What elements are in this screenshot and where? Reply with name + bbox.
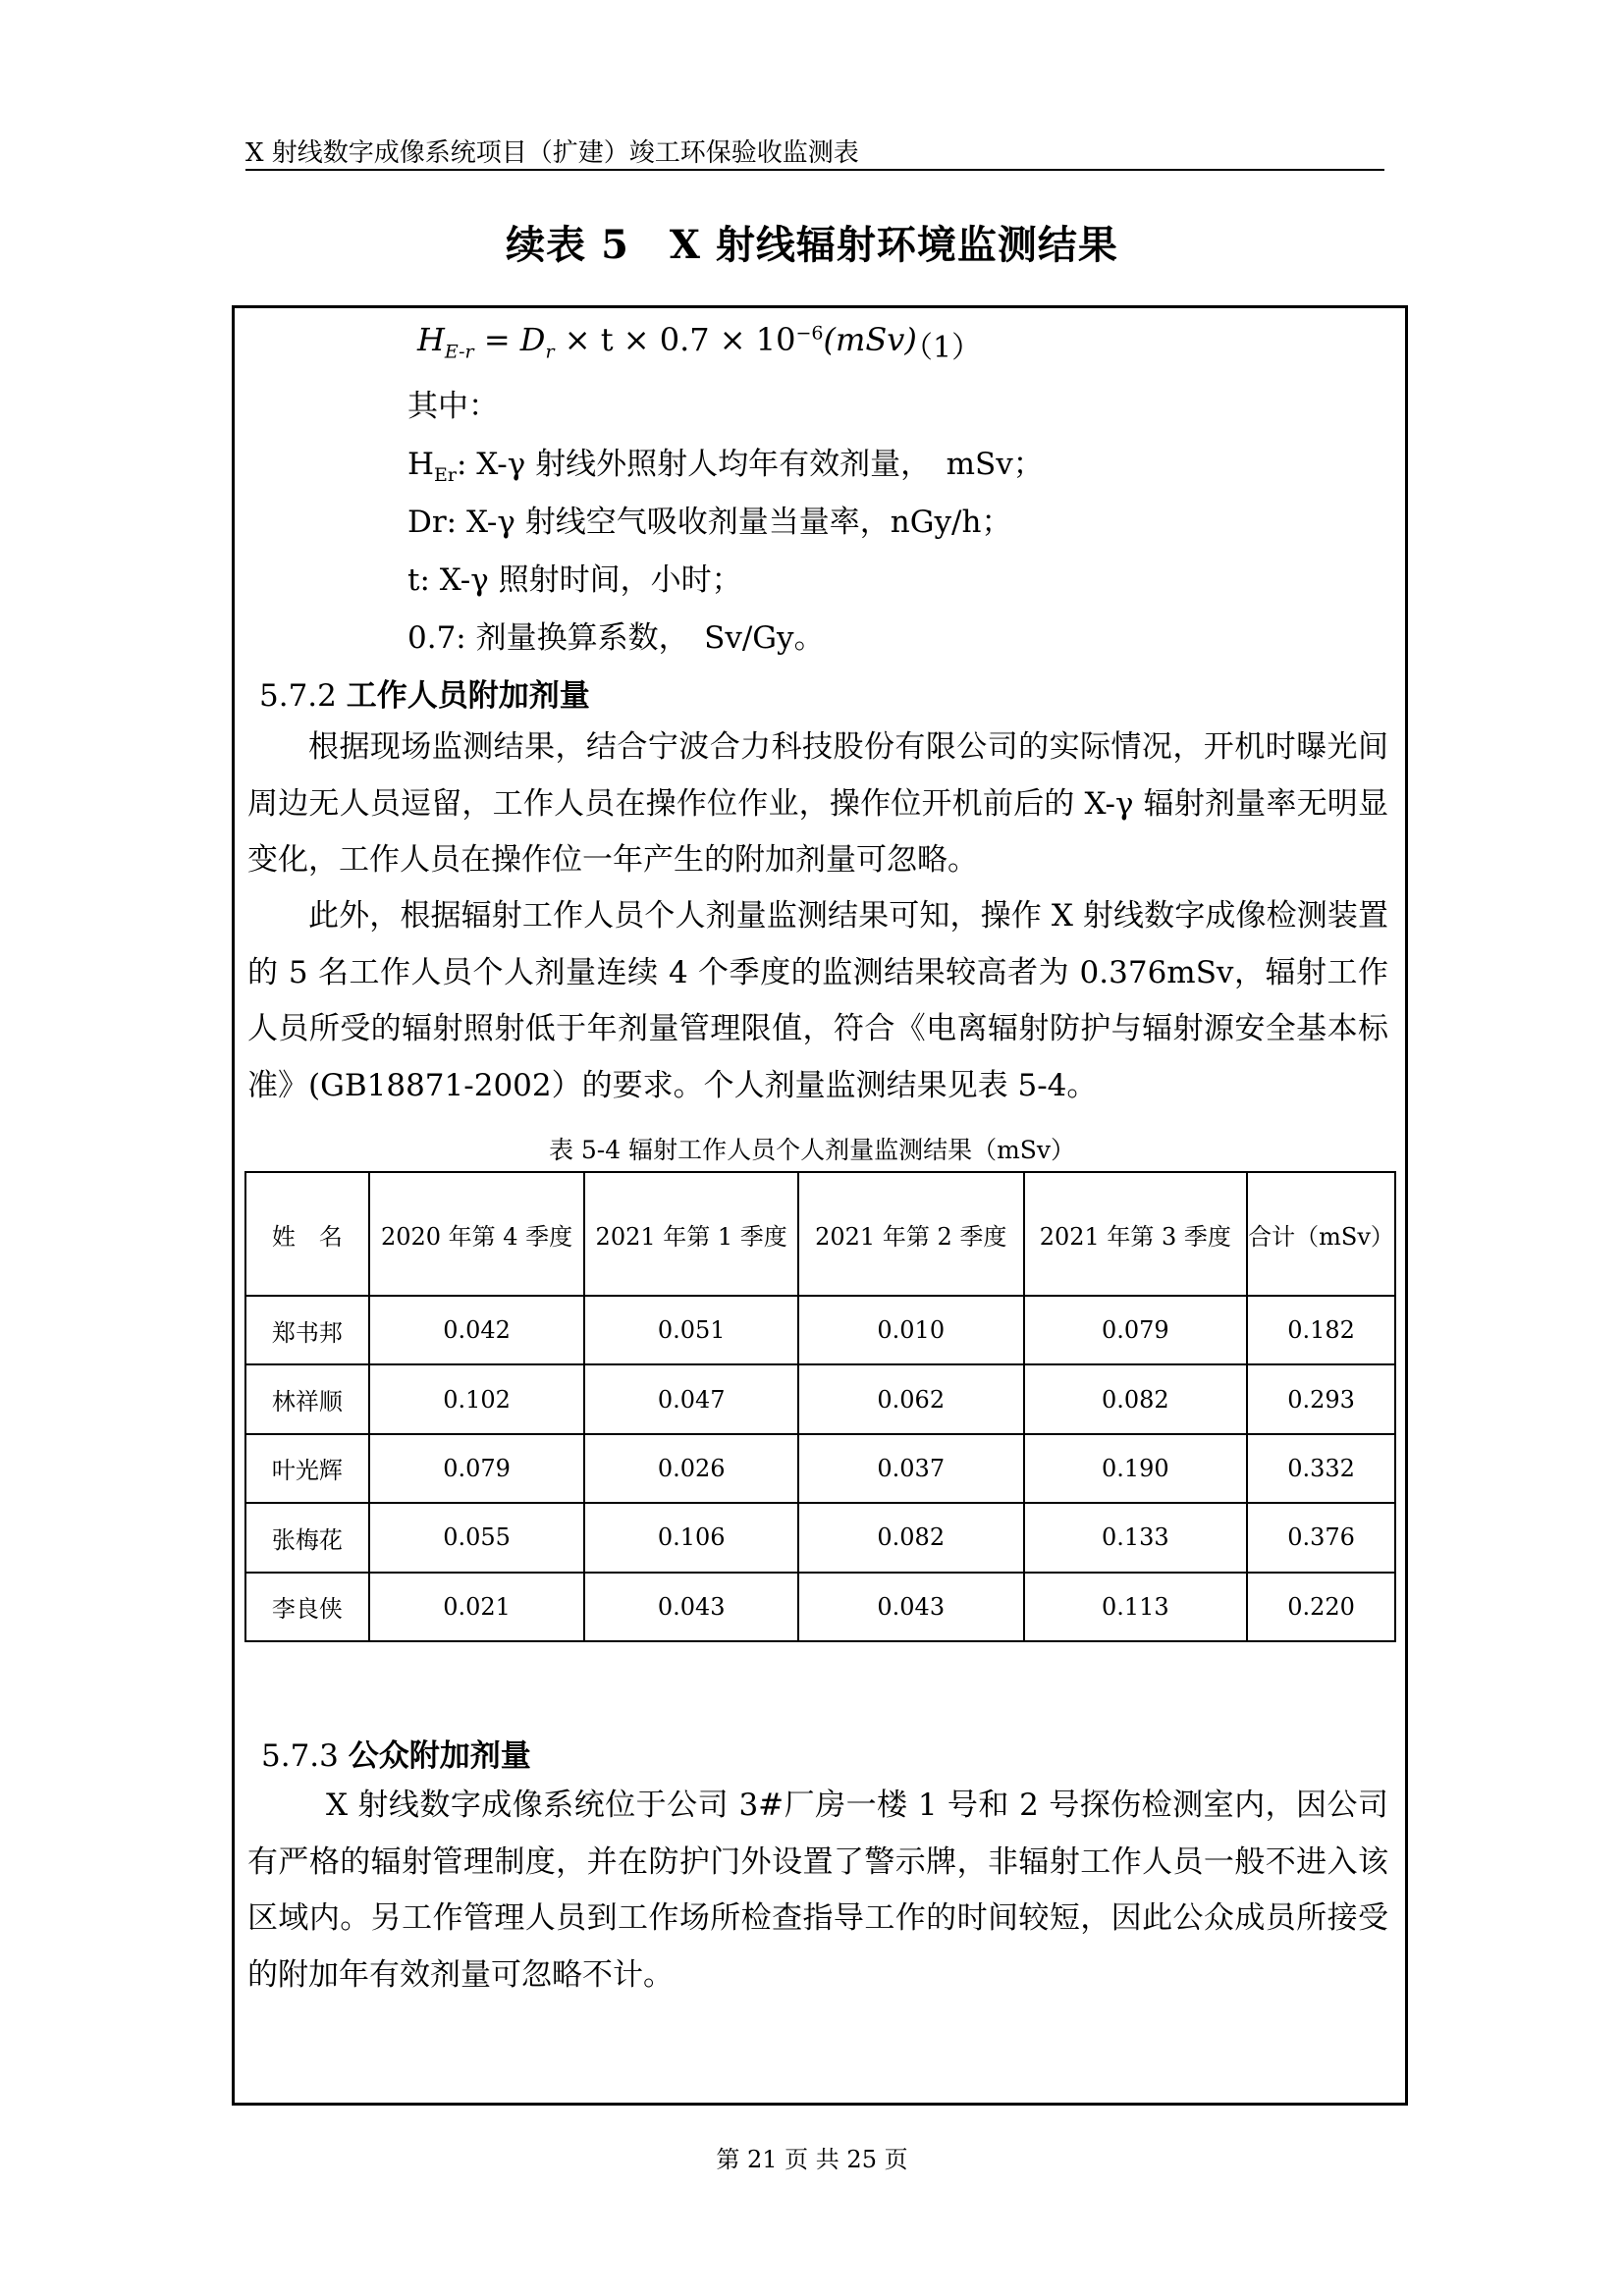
formula-d-sub: r	[545, 341, 555, 363]
section-heading-572	[259, 670, 590, 715]
col-header-2021q1: 2021 年第 1 季度	[584, 1172, 798, 1296]
cell-value: 0.043	[584, 1573, 798, 1641]
paragraph-573-1: X 射线数字成像系统位于公司 3#厂房一楼 1 号和 2 号探伤检测室内，因公司有严格的辐射管理制度，并在防护门外设置了警示牌，非辐射工作人员一般不进入该区域内。另工作管理人员到工作场所检查指导工作的时间较短，因此公众成员所接受的附加年有效剂量可忽略不计。	[247, 1788, 1388, 1993]
section-heading-573	[261, 1731, 531, 1775]
section-title-573: 公众附加剂量	[348, 1738, 531, 1774]
cell-value: 0.037	[798, 1434, 1024, 1503]
table-row	[245, 1434, 1395, 1503]
cell-value: 0.055	[369, 1503, 585, 1572]
def-h-sub: Er	[434, 464, 457, 487]
section-title-572: 工作人员附加剂量	[346, 678, 590, 714]
cell-value: 0.047	[584, 1364, 798, 1433]
header-rule	[245, 169, 1384, 171]
cell-value: 0.079	[1024, 1296, 1248, 1364]
cell-total: 0.332	[1247, 1434, 1395, 1503]
def-k: 0.7: 剂量换算系数， Sv/Gy。	[407, 620, 825, 656]
def-t: t: X-γ 照射时间，小时；	[407, 562, 742, 598]
formula-unit: (mSv)	[823, 321, 917, 358]
cell-value: 0.106	[584, 1503, 798, 1572]
table-row	[245, 1503, 1395, 1572]
col-header-name: 姓 名	[245, 1172, 369, 1296]
formula-lhs: H	[417, 321, 445, 358]
cell-name: 张梅花	[245, 1503, 369, 1572]
paragraph-572-2: 此外，根据辐射工作人员个人剂量监测结果可知，操作 X 射线数字成像检测装置的 5 名工作人员个人剂量连续 4 个季度的监测结果较高者为 0.376mSv，辐射工作人员所受的辐射照射低于年剂量管理限值，符合《电离辐射防护与辐射源安全基本标准》(GB18871-2002）的要求。个人剂量监测结果见表 5-4。	[247, 898, 1388, 1103]
dose-formula	[417, 321, 917, 362]
cell-value: 0.079	[369, 1434, 585, 1503]
document-header: X 射线数字成像系统项目（扩建）竣工环保验收监测表	[245, 138, 859, 168]
cell-total: 0.293	[1247, 1364, 1395, 1433]
cell-value: 0.082	[1024, 1364, 1248, 1433]
cell-name: 叶光辉	[245, 1434, 369, 1503]
formula-rest: × t × 0.7 × 10	[554, 321, 796, 358]
def-h-text: : X-γ 射线外照射人均年有效剂量， mSv；	[457, 447, 1044, 482]
dose-table	[244, 1171, 1396, 1642]
table-row	[245, 1364, 1395, 1433]
section-number-573: 5.7.3	[261, 1738, 339, 1774]
def-h-label: H	[407, 447, 435, 482]
col-header-2020q4: 2020 年第 4 季度	[369, 1172, 585, 1296]
cell-total: 0.376	[1247, 1503, 1395, 1572]
def-h	[407, 439, 1044, 486]
cell-value: 0.102	[369, 1364, 585, 1433]
col-header-2021q2: 2021 年第 2 季度	[798, 1172, 1024, 1296]
cell-value: 0.042	[369, 1296, 585, 1364]
cell-name: 郑书邦	[245, 1296, 369, 1364]
table-row	[245, 1573, 1395, 1641]
cell-value: 0.010	[798, 1296, 1024, 1364]
paragraph-572-1: 根据现场监测结果，结合宁波合力科技股份有限公司的实际情况，开机时曝光间周边无人员逗留，工作人员在操作位作业，操作位开机前后的 X-γ 辐射剂量率无明显变化，工作人员在操作位一年产生的附加剂量可忽略。	[247, 729, 1388, 878]
table-row	[245, 1296, 1395, 1364]
formula-eq: =	[473, 321, 520, 358]
page-footer: 第 21 页 共 25 页	[716, 2146, 908, 2173]
cell-total: 0.182	[1247, 1296, 1395, 1364]
col-header-2021q3: 2021 年第 3 季度	[1024, 1172, 1248, 1296]
table-header-row	[245, 1172, 1395, 1296]
col-header-total: 合计（mSv）	[1247, 1172, 1395, 1296]
cell-value: 0.190	[1024, 1434, 1248, 1503]
cell-value: 0.082	[798, 1503, 1024, 1572]
cell-name: 林祥顺	[245, 1364, 369, 1433]
cell-value: 0.133	[1024, 1503, 1248, 1572]
formula-lhs-sub: E-r	[444, 341, 474, 363]
page-title: 续表 5 X 射线辐射环境监测结果	[506, 222, 1118, 268]
cell-value: 0.043	[798, 1573, 1024, 1641]
cell-value: 0.051	[584, 1296, 798, 1364]
cell-value: 0.113	[1024, 1573, 1248, 1641]
formula-exp: −6	[795, 322, 824, 345]
table-caption: 表 5-4 辐射工作人员个人剂量监测结果（mSv）	[548, 1136, 1076, 1164]
defs-intro: 其中：	[407, 389, 499, 424]
cell-value: 0.062	[798, 1364, 1024, 1433]
cell-name: 李良侠	[245, 1573, 369, 1641]
cell-value: 0.021	[369, 1573, 585, 1641]
formula-d: D	[519, 321, 546, 358]
section-number-572: 5.7.2	[259, 678, 337, 714]
cell-value: 0.026	[584, 1434, 798, 1503]
equation-number: （1）	[903, 331, 982, 365]
cell-total: 0.220	[1247, 1573, 1395, 1641]
def-dr: Dr: X-γ 射线空气吸收剂量当量率，nGy/h；	[407, 505, 1012, 540]
